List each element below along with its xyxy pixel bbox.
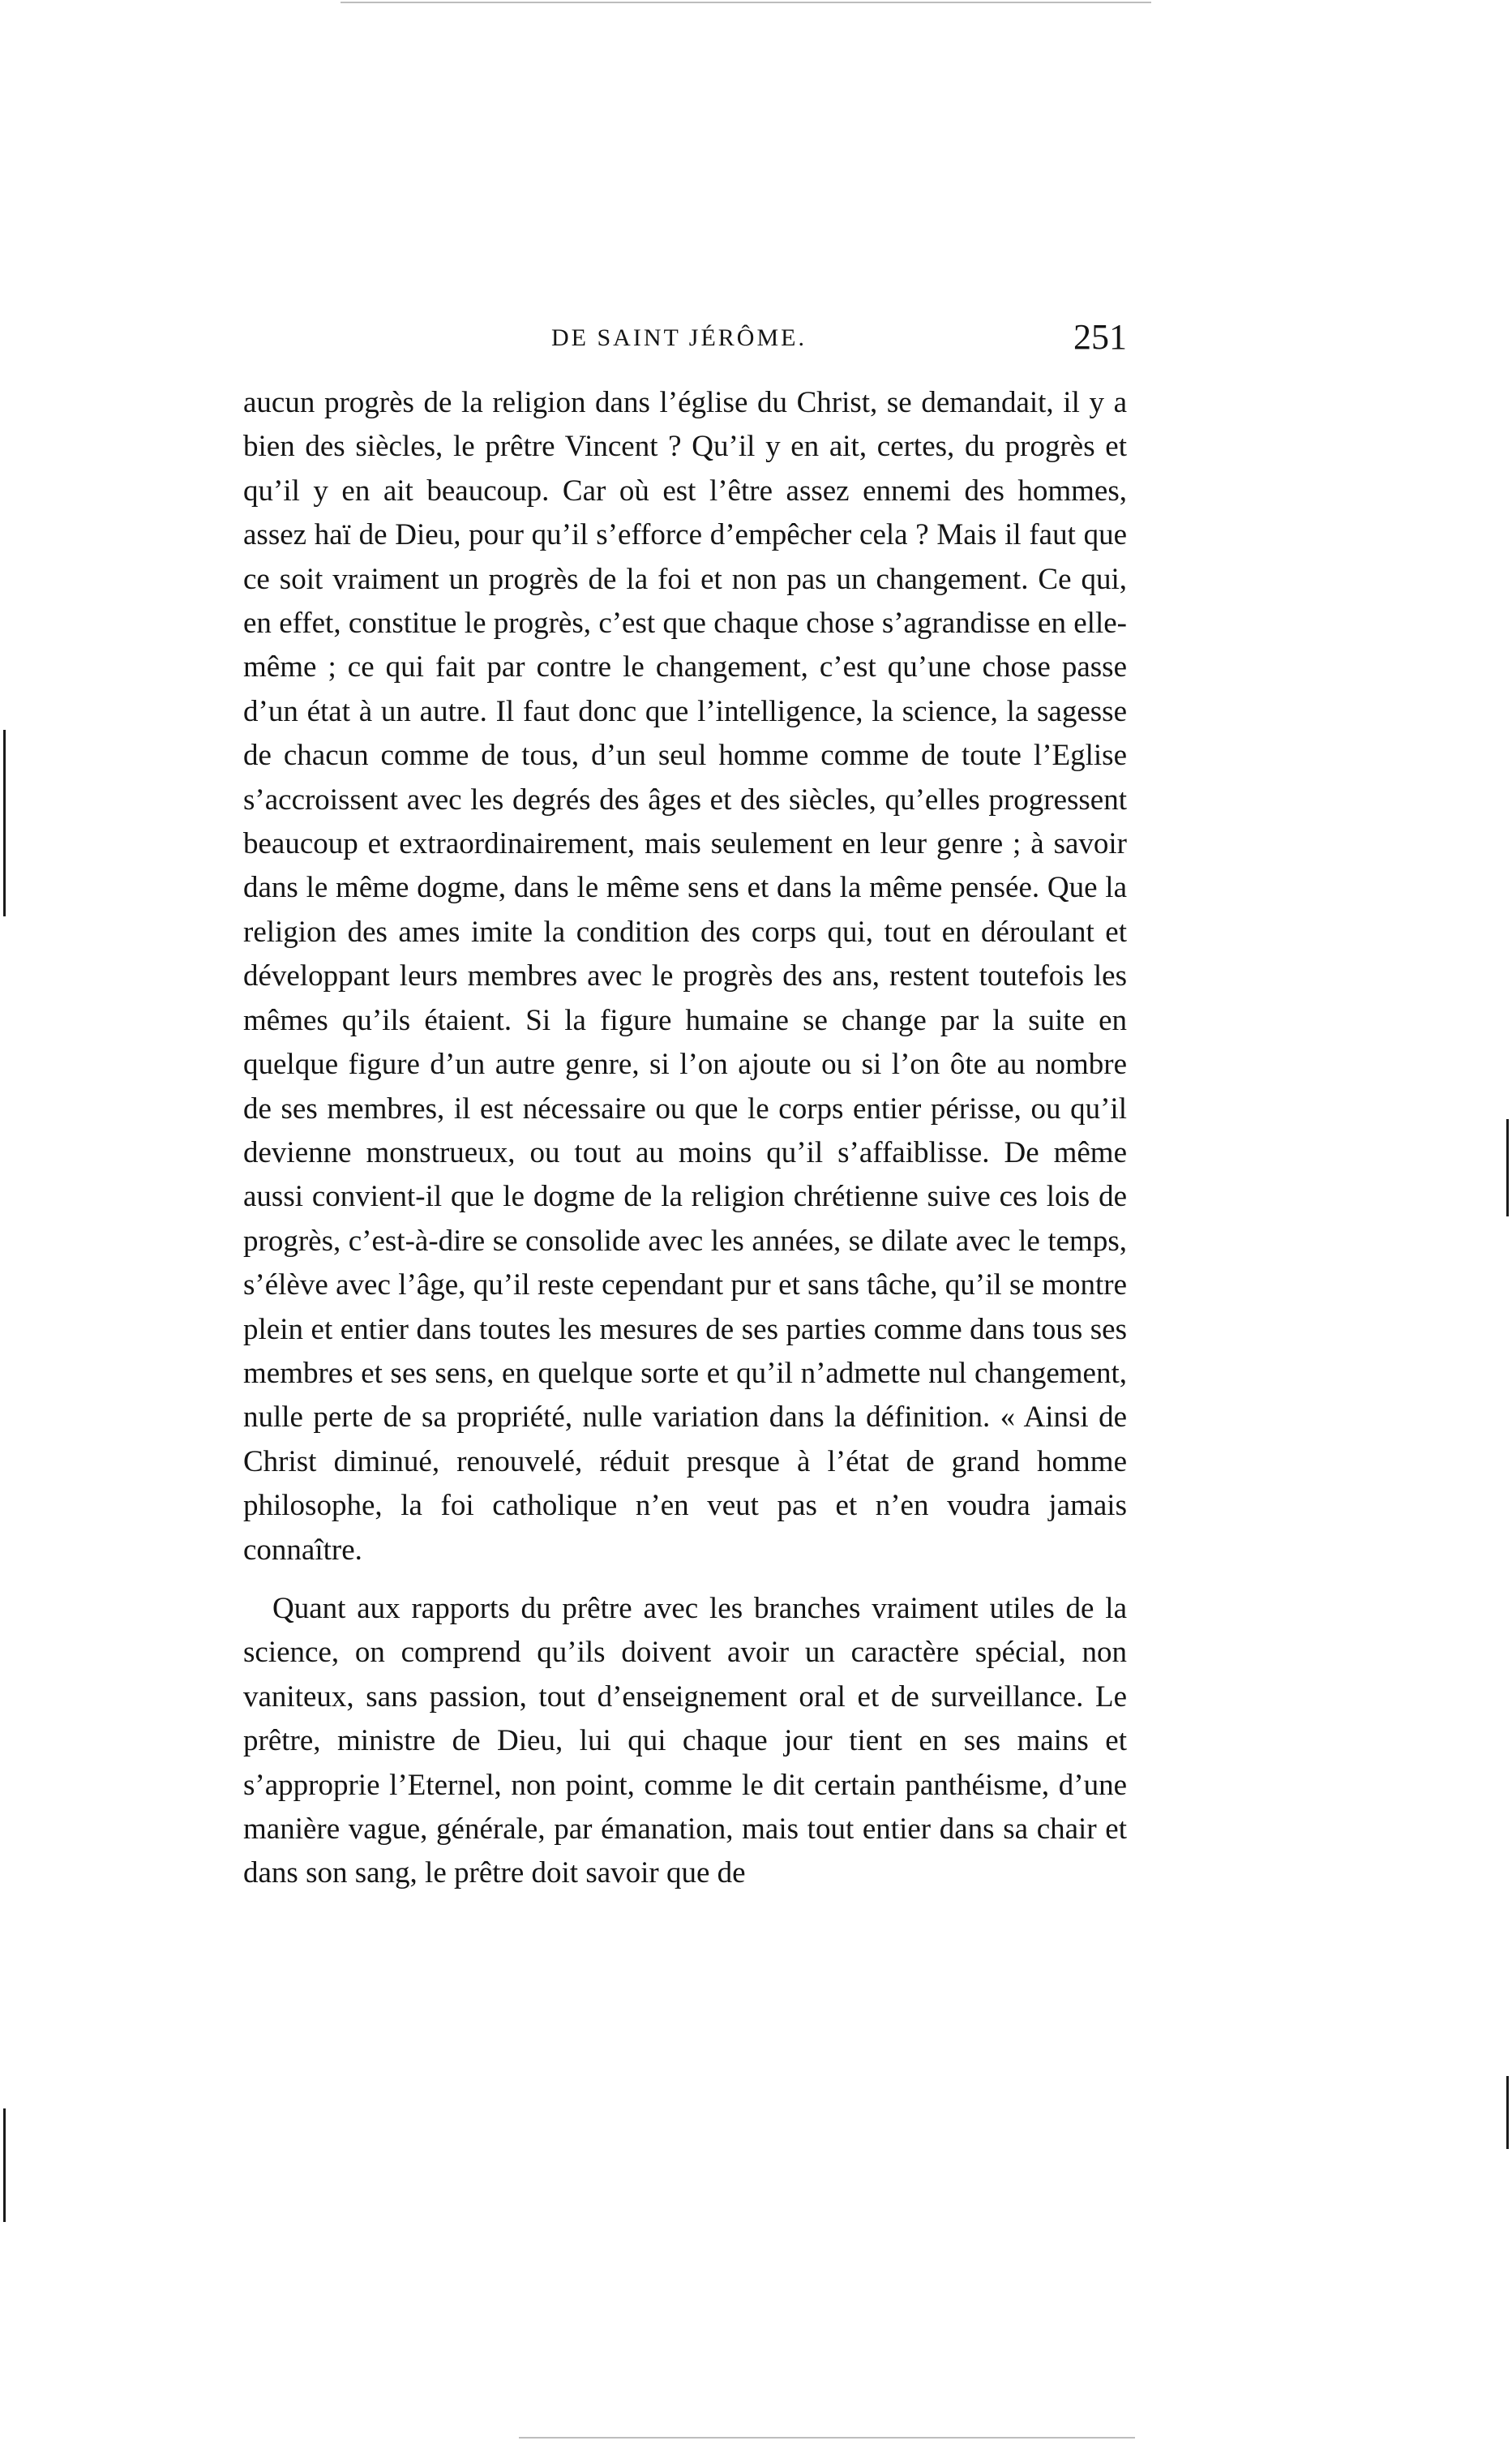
right-margin-mark bbox=[1506, 1119, 1509, 1216]
running-title: DE SAINT JÉRÔME. bbox=[551, 324, 807, 351]
page-header bbox=[243, 317, 1127, 373]
paragraph: aucun progrès de la religion dans l’église du Christ, se demandait, il y a bien des siècles, le prêtre Vincent ? Qu’il y en ait, certes, du progrès et qu’il y en ait beaucoup. Car où est l’être assez ennemi des hommes, assez haï de Dieu, pour qu’il s’efforce d’empêcher cela ? Mais il faut que ce soit vraiment un progrès de la foi et non pas un changement. Ce qui, en effet, constitue le progrès, c’est que chaque chose s’agrandisse en elle-même ; ce qui fait par contre le changement, c’est qu’une chose passe d’un état à un autre. Il faut donc que l’intelligence, la science, la sagesse de chacun comme de tous, d’un seul homme comme de toute l’Eglise s’accroissent avec les degrés des âges et des siècles, qu’elles progressent beaucoup et extraordinairement, mais seulement en leur genre ; à savoir dans le même dogme, dans le même sens et dans la même pensée. Que la religion des ames imite la condition des corps qui, tout en déroulant et développant leurs membres avec le progrès des ans, restent toutefois les mêmes qu’ils étaient. Si la figure humaine se change par la suite en quelque figure d’un autre genre, si l’on ajoute ou si l’on ôte au nombre de ses membres, il est nécessaire ou que le corps entier périsse, ou qu’il devienne monstrueux, ou tout au moins qu’il s’affaiblisse. De même aussi convient-il que le dogme de la religion chrétienne suive ces lois de progrès, c’est-à-dire se consolide avec les années, se dilate avec le temps, s’élève avec l’âge, qu’il reste cependant pur et sans tâche, qu’il se montre plein et entier dans toutes les mesures de ses parties comme dans tous ses membres et ses sens, en quelque sorte et qu’il n’admette nul changement, nulle perte de sa propriété, nulle variation dans la définition. « Ainsi de Christ diminué, renouvelé, réduit presque à l’état de grand homme philosophe, la foi catholique n’en veut pas et n’en voudra jamais connaître. bbox=[243, 386, 1127, 1567]
scan-edge-bottom bbox=[519, 2437, 1135, 2439]
paragraph: Quant aux rapports du prêtre avec les branches vraiment utiles de la science, on comprend qu’ils doivent avoir un caractère spécial, non vaniteux, sans passion, tout d’enseignement oral et de surveillance. Le prêtre, ministre de Dieu, lui qui chaque jour tient en ses mains et s’approprie l’Eternel, non point, comme le dit certain panthéisme, d’une manière vague, générale, par émanation, mais tout entier dans sa chair et dans son sang, le prêtre doit savoir que de bbox=[243, 1591, 1127, 1890]
scan-edge-top bbox=[341, 2, 1151, 3]
page-number: 251 bbox=[1073, 317, 1127, 357]
body-text bbox=[243, 381, 1127, 1896]
left-margin-mark bbox=[3, 730, 6, 916]
left-margin-mark-lower bbox=[3, 2108, 6, 2222]
right-margin-mark-lower bbox=[1506, 2076, 1509, 2149]
